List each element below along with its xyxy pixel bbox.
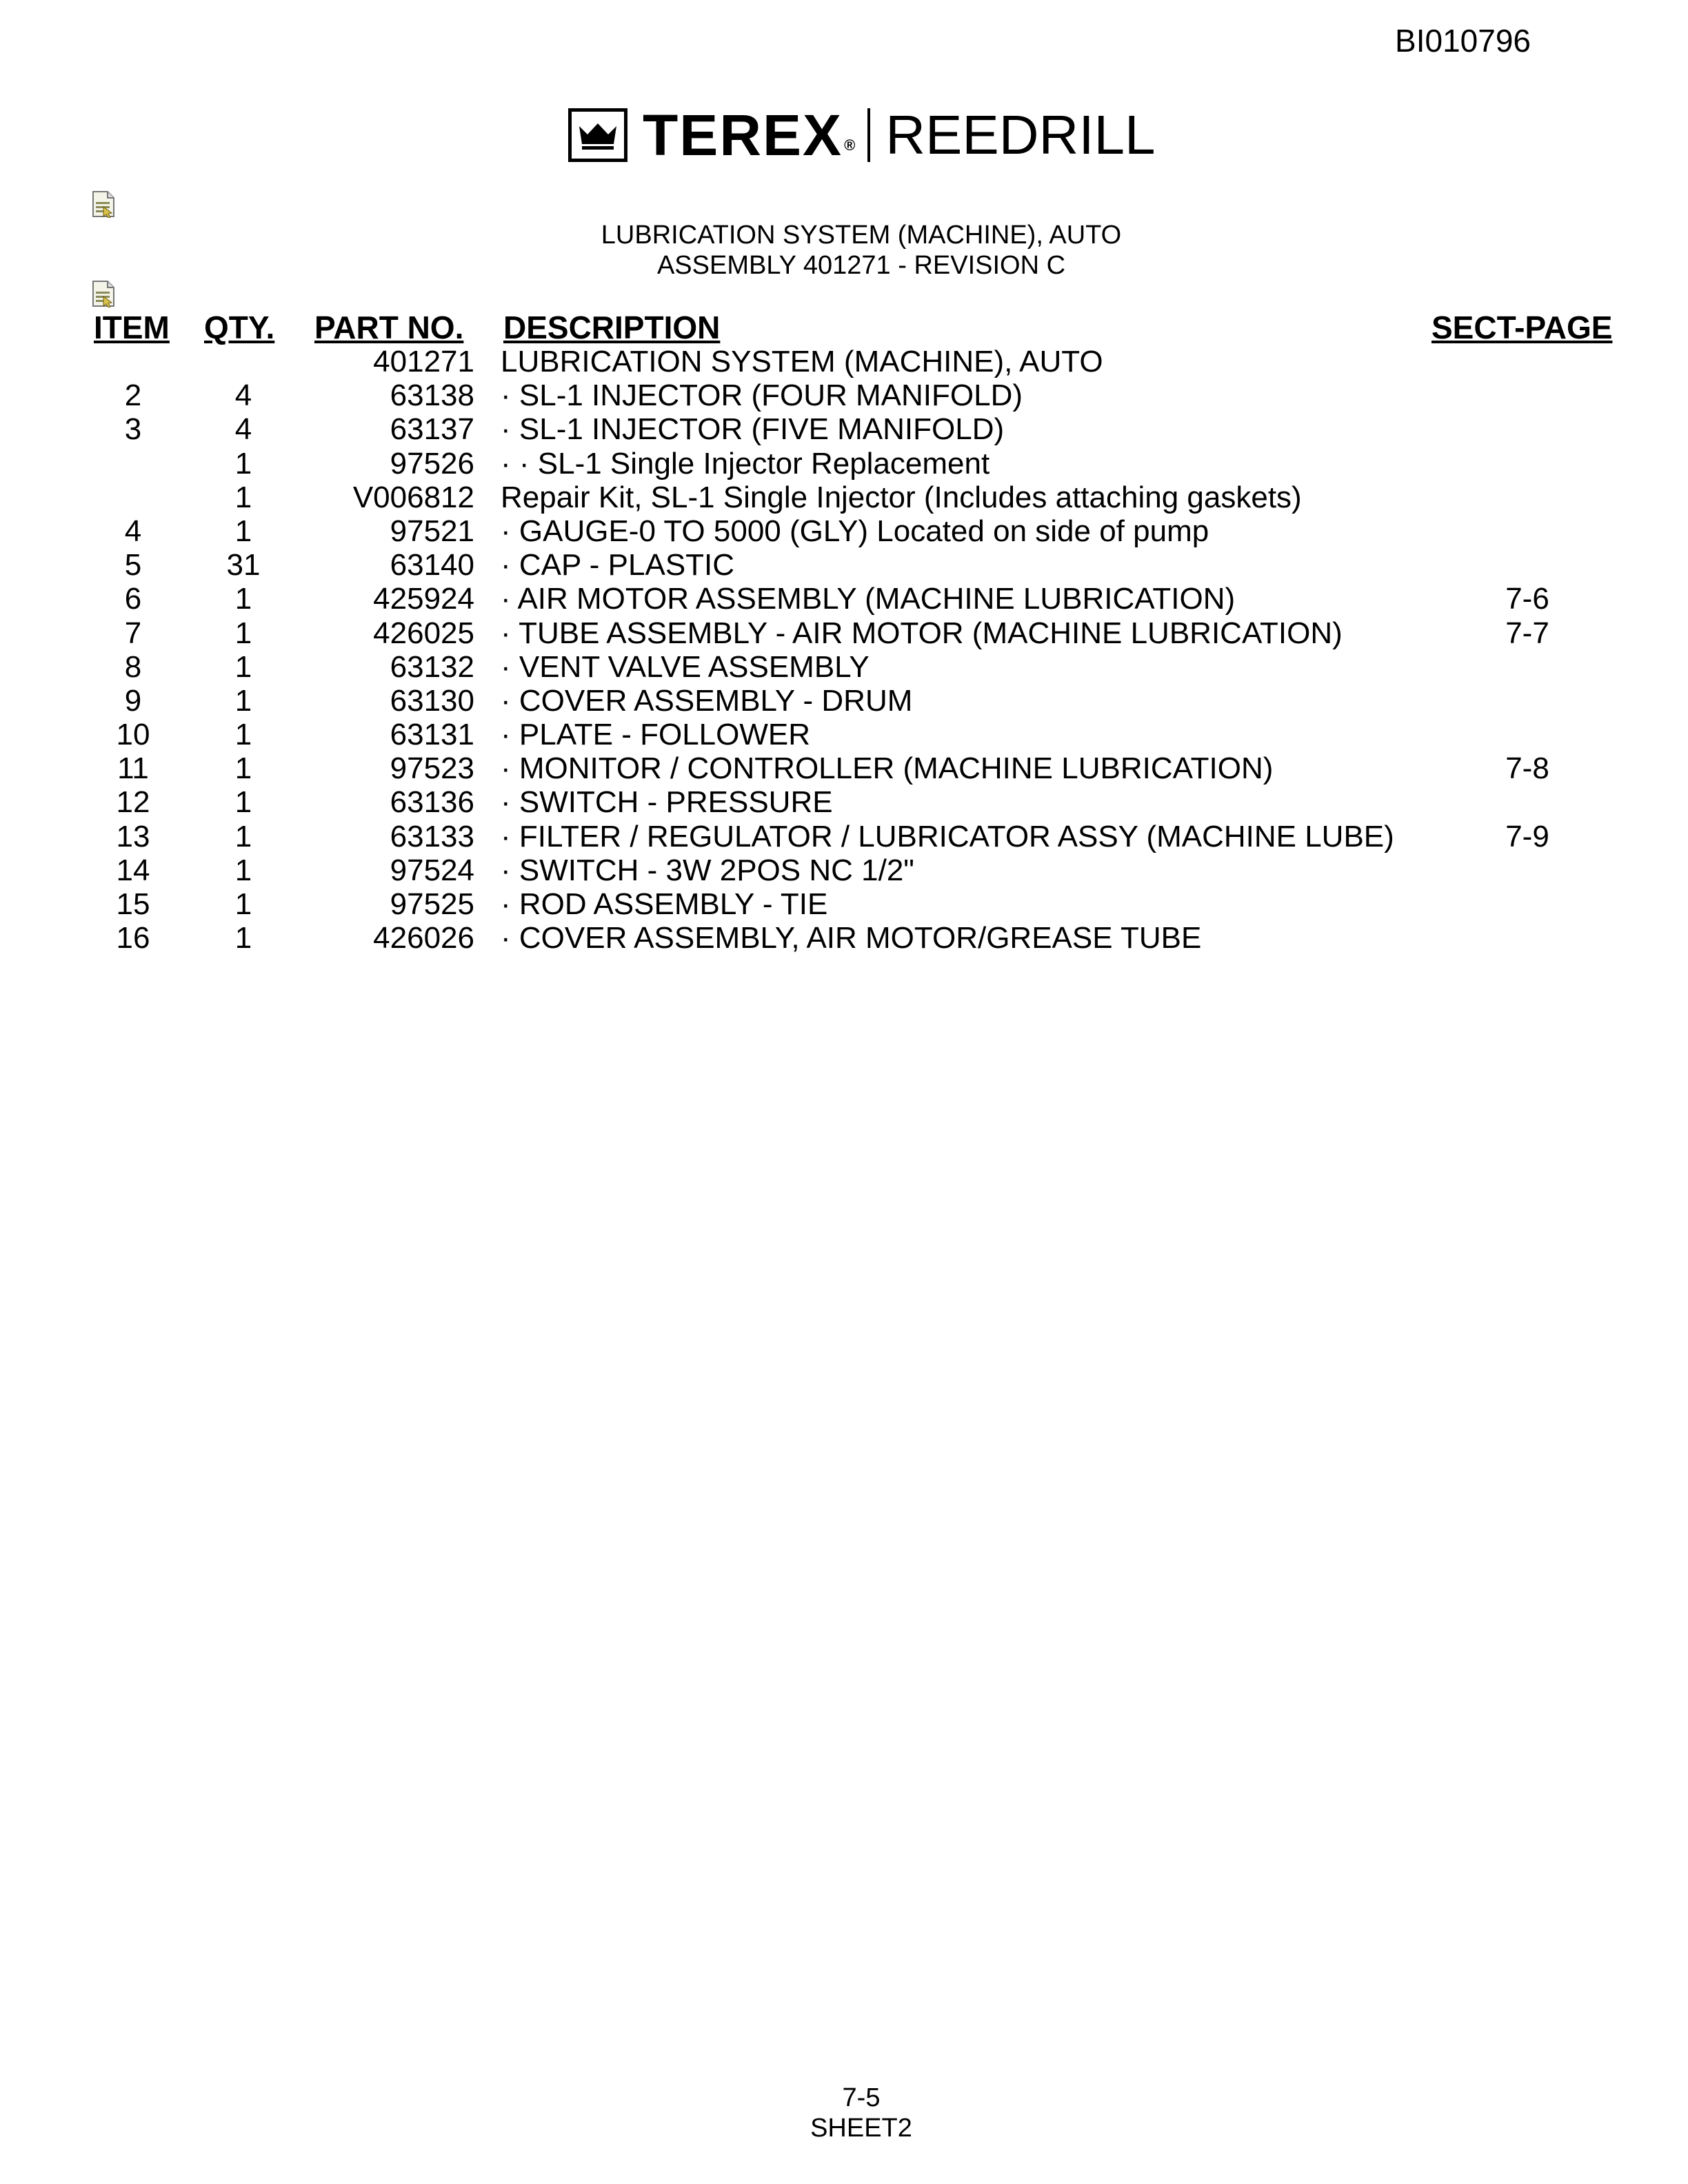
row-description: · · SL-1 Single Injector Replacement <box>501 446 990 481</box>
table-row <box>0 785 1688 819</box>
table-row <box>0 616 1688 650</box>
row-part-number: 63140 <box>390 548 474 583</box>
row-description: · AIR MOTOR ASSEMBLY (MACHINE LUBRICATION) <box>501 582 1236 616</box>
row-quantity: 1 <box>234 887 252 921</box>
document-id: BI010796 <box>1395 23 1531 59</box>
logo-reedrill-text: REEDRILL <box>885 104 1156 165</box>
table-row <box>0 412 1688 446</box>
table-row <box>0 447 1688 481</box>
row-description: · TUBE ASSEMBLY - AIR MOTOR (MACHINE LUBRICATION) <box>501 616 1343 650</box>
row-part-number: 426026 <box>373 921 474 956</box>
row-quantity: 1 <box>234 921 252 956</box>
column-header-description: DESCRIPTION <box>503 310 721 345</box>
table-row <box>0 345 1688 378</box>
table-row <box>0 684 1688 718</box>
row-part-number: 97523 <box>390 751 474 786</box>
row-part-number: 401271 <box>373 345 474 378</box>
assembly-revision: ASSEMBLY 401271 - REVISION C <box>656 251 1066 280</box>
row-part-number: 63131 <box>390 718 474 752</box>
row-part-number: 63136 <box>390 785 474 820</box>
row-description: · SL-1 INJECTOR (FIVE MANIFOLD) <box>501 412 1005 447</box>
row-item-number: 6 <box>124 582 142 616</box>
table-row <box>0 820 1688 853</box>
row-quantity: 1 <box>234 751 252 786</box>
row-description: · COVER ASSEMBLY, AIR MOTOR/GREASE TUBE <box>501 921 1202 956</box>
row-item-number: 14 <box>116 853 150 887</box>
terex-crown-emblem-icon <box>568 108 627 162</box>
row-quantity: 1 <box>234 683 252 718</box>
row-item-number: 9 <box>124 683 142 718</box>
row-quantity: 4 <box>234 412 252 447</box>
row-description: Repair Kit, SL-1 Single Injector (Includes attaching gaskets) <box>501 480 1302 514</box>
table-row <box>0 751 1688 785</box>
row-item-number: 5 <box>124 548 142 583</box>
column-header-qty: QTY. <box>204 310 275 345</box>
row-item-number: 12 <box>116 785 150 820</box>
row-description: · GAUGE-0 TO 5000 (GLY) Located on side of pump <box>501 514 1209 548</box>
row-part-number: 425924 <box>373 582 474 616</box>
row-item-number: 7 <box>124 616 142 650</box>
row-description: · MONITOR / CONTROLLER (MACHINE LUBRICATION) <box>501 751 1274 786</box>
row-quantity: 1 <box>234 446 252 481</box>
row-description: · VENT VALVE ASSEMBLY <box>501 649 870 684</box>
page-number: 7-5 <box>842 2083 881 2112</box>
row-sect-page: 7-7 <box>1505 616 1549 650</box>
row-part-number: 63138 <box>390 378 474 413</box>
row-item-number: 3 <box>124 412 142 447</box>
row-item-number: 11 <box>117 751 149 786</box>
row-quantity: 1 <box>234 582 252 616</box>
column-header-part-no: PART NO. <box>314 310 464 345</box>
column-header-item: ITEM <box>94 310 170 345</box>
sheet-label: SHEET2 <box>810 2114 912 2143</box>
row-description: · SWITCH - 3W 2POS NC 1/2" <box>501 853 914 887</box>
row-item-number: 16 <box>116 921 150 956</box>
row-description: · FILTER / REGULATOR / LUBRICATOR ASSY (MACHINE LUBE) <box>501 819 1394 853</box>
row-item-number: 10 <box>116 718 150 752</box>
row-quantity: 1 <box>234 616 252 650</box>
logo-terex-text: TEREX <box>643 103 843 168</box>
row-quantity: 1 <box>234 480 252 514</box>
row-part-number: 63130 <box>390 683 474 718</box>
table-row <box>0 378 1688 412</box>
row-item-number: 8 <box>124 649 142 684</box>
row-part-number: 63137 <box>390 412 474 447</box>
row-description: · SL-1 INJECTOR (FOUR MANIFOLD) <box>501 378 1023 413</box>
document-link-icon[interactable] <box>91 280 116 307</box>
assembly-title: LUBRICATION SYSTEM (MACHINE), AUTO <box>601 221 1122 250</box>
row-part-number: 97526 <box>390 446 474 481</box>
row-description: · CAP - PLASTIC <box>501 548 735 583</box>
row-quantity: 1 <box>234 514 252 548</box>
row-part-number: 426025 <box>373 616 474 650</box>
row-description: · PLATE - FOLLOWER <box>501 718 811 752</box>
row-part-number: 97524 <box>390 853 474 887</box>
table-row <box>0 718 1688 751</box>
column-header-sect-page: SECT-PAGE <box>1431 310 1613 345</box>
document-link-icon[interactable] <box>91 190 116 218</box>
row-sect-page: 7-6 <box>1505 582 1549 616</box>
row-description: · SWITCH - PRESSURE <box>501 785 833 820</box>
table-row <box>0 887 1688 921</box>
row-quantity: 1 <box>234 649 252 684</box>
table-row <box>0 921 1688 955</box>
table-row <box>0 548 1688 582</box>
row-sect-page: 7-9 <box>1505 819 1549 853</box>
table-row <box>0 514 1688 548</box>
table-row <box>0 853 1688 887</box>
row-part-number: 97525 <box>390 887 474 921</box>
row-part-number: 97521 <box>390 514 474 548</box>
row-part-number: 63132 <box>390 649 474 684</box>
logo-divider <box>867 108 870 162</box>
row-item-number: 15 <box>116 887 150 921</box>
row-quantity: 1 <box>234 853 252 887</box>
row-description: · COVER ASSEMBLY - DRUM <box>501 683 913 718</box>
terex-reedrill-logo <box>568 103 1156 168</box>
row-item-number: 4 <box>124 514 142 548</box>
table-row <box>0 582 1688 616</box>
row-description: · ROD ASSEMBLY - TIE <box>501 887 828 921</box>
table-row <box>0 481 1688 514</box>
row-quantity: 1 <box>234 718 252 752</box>
row-description: LUBRICATION SYSTEM (MACHINE), AUTO <box>501 345 1103 378</box>
row-item-number: 2 <box>124 378 142 413</box>
row-sect-page: 7-8 <box>1505 751 1549 786</box>
row-item-number: 13 <box>116 819 150 853</box>
row-part-number: V006812 <box>352 480 474 514</box>
row-quantity: 4 <box>234 378 252 413</box>
parts-table <box>0 345 1688 955</box>
row-part-number: 63133 <box>390 819 474 853</box>
row-quantity: 1 <box>234 785 252 820</box>
table-row <box>0 650 1688 684</box>
row-quantity: 1 <box>234 819 252 853</box>
logo-registered-mark: ® <box>844 136 856 154</box>
row-quantity: 31 <box>226 548 261 583</box>
